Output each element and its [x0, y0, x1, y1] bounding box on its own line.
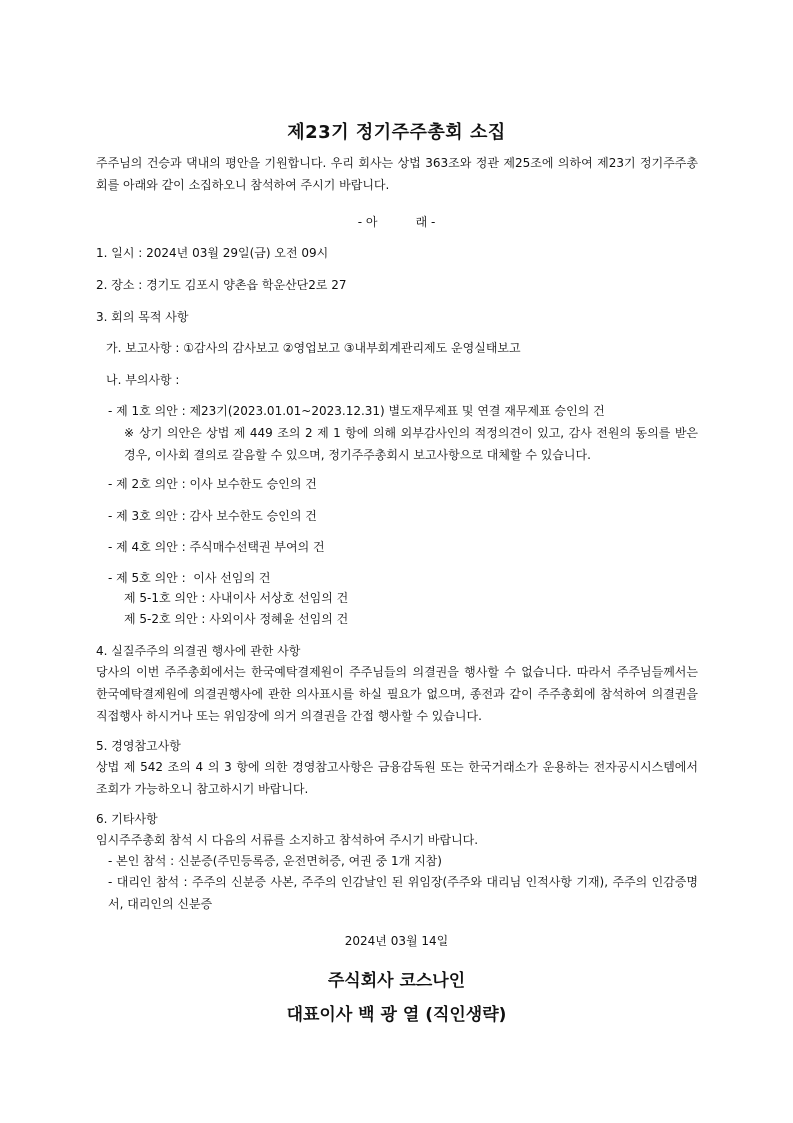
notice-date: 2024년 03월 14일 [344, 934, 449, 948]
intro-paragraph: 주주님의 건승과 댁내의 평안을 기원합니다. 우리 회사는 상법 363조와 정관 제25조에 의하여 제23기 정기주주총회를 아래와 같이 소집하오니 참석하여 주시기 바랍니다. [96, 156, 698, 192]
agenda-2: - 제 2호 의안 : 이사 보수한도 승인의 건 [108, 477, 317, 491]
item-agenda-heading: 3. 회의 목적 사항 [96, 310, 189, 324]
agenda-1: - 제 1호 의안 : 제23기(2023.01.01~2023.12.31) 별도재무제표 및 연결 재무제표 승인의 건 [108, 404, 605, 418]
attendance-proxy: - 대리인 참석 : 주주의 신분증 사본, 주주의 인감날인 된 위임장(주주와 대리님 인적사항 기재), 주주의 인감증명서, 대리인의 신분증 [108, 875, 698, 911]
resolution-heading: 나. 부의사항 : [106, 373, 180, 387]
agenda-5-1: 제 5-1호 의안 : 사내이사 서상호 선임의 건 [124, 591, 349, 605]
management-reference-body: 상법 제 542 조의 4 의 3 항에 의한 경영참고사항은 금융감독원 또는 한국거래소가 운용하는 전자공시시스템에서 조회가 가능하오니 참고하시기 바랍니다. [96, 760, 698, 796]
agenda-3: - 제 3호 의안 : 감사 보수한도 승인의 건 [108, 509, 317, 523]
agenda-5: - 제 5호 의안 : 이사 선임의 건 [108, 571, 271, 585]
voting-rights-body: 당사의 이번 주주총회에서는 한국예탁결제원이 주주님들의 의결권을 행사할 수 없습니다. 따라서 주주님들께서는 한국예탁결제원에 의결권행사에 관한 의사표시를 하실 필요가 없으며, 종전과 같이 주주총회에 참석하여 의결권을 직접행사 하시거나 또는 위임장에 의거 의결권을 간접 행사할 수 있습니다. [96, 665, 698, 723]
item-location: 2. 장소 : 경기도 김포시 양촌읍 학운산단2로 27 [96, 278, 347, 292]
agenda-4: - 제 4호 의안 : 주식매수선택권 부여의 건 [108, 540, 325, 554]
other-matters-body: 임시주주총회 참석 시 다음의 서류를 소지하고 참석하여 주시기 바랍니다. [96, 833, 479, 847]
other-matters-heading: 6. 기타사항 [96, 812, 158, 826]
agenda-5-2: 제 5-2호 의안 : 사외이사 정혜윤 선임의 건 [124, 612, 349, 626]
agenda-1-note: ※ 상기 의안은 상법 제 449 조의 2 제 1 항에 의해 외부감사인의 적정의견이 있고, 감사 전원의 동의를 받은 경우, 이사회 결의로 갈음할 수 있으며, 정기주주총회시 보고사항으로 대체할 수 있습니다. [124, 426, 698, 462]
below-heading: - 아 래 - [357, 215, 436, 229]
document-title: 제23기 정기주주총회 소집 [287, 122, 506, 143]
ceo-signature: 대표이사 백 광 열 (직인생략) [286, 1005, 507, 1025]
item-date-time: 1. 일시 : 2024년 03월 29일(금) 오전 09시 [96, 246, 329, 260]
voting-rights-heading: 4. 실질주주의 의결권 행사에 관한 사항 [96, 644, 301, 658]
management-reference-heading: 5. 경영참고사항 [96, 739, 181, 753]
company-name: 주식회사 코스나인 [327, 971, 466, 991]
attendance-self: - 본인 참석 : 신분증(주민등록증, 운전면허증, 여권 중 1개 지참) [108, 854, 442, 868]
report-items: 가. 보고사항 : ①감사의 감사보고 ②영업보고 ③내부회계관리제도 운영실태보고 [106, 341, 521, 355]
